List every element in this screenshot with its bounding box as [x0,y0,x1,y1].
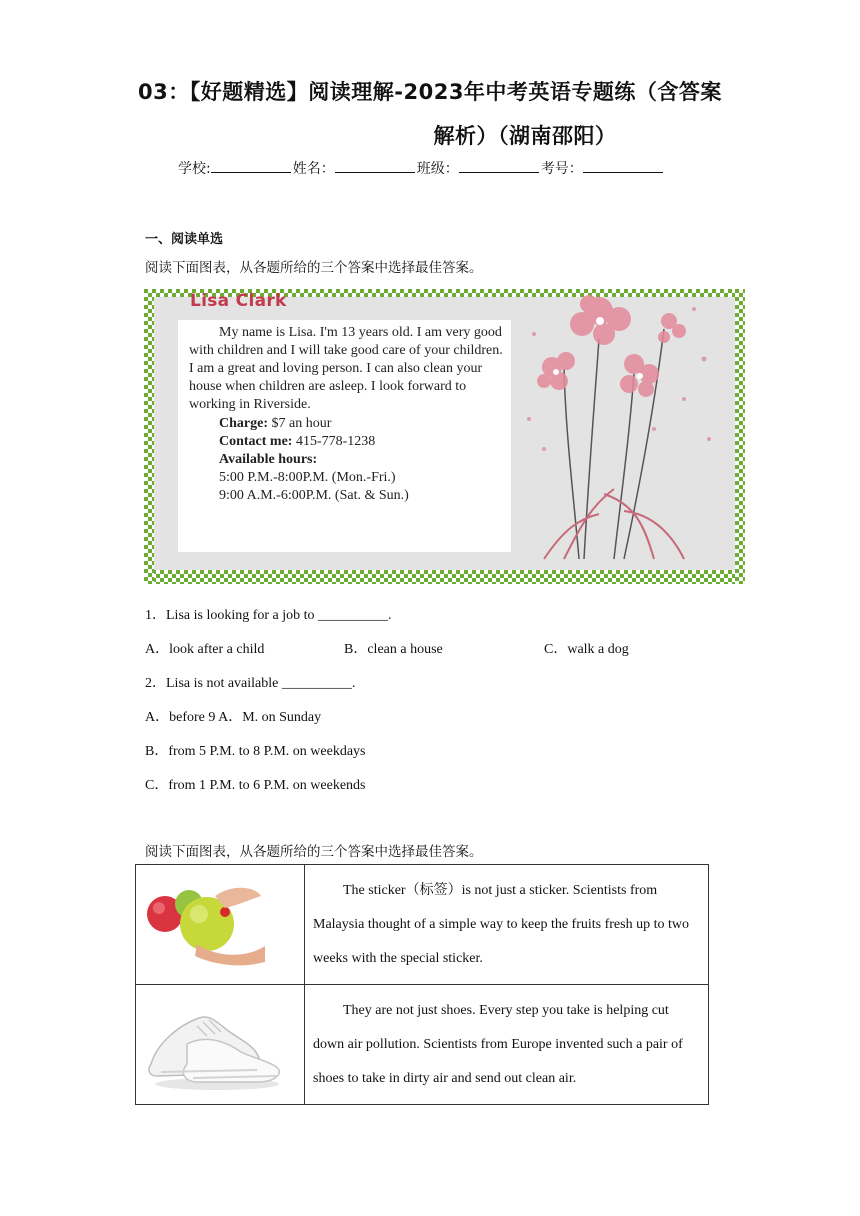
fruit-sticker-icon [137,866,303,978]
q2-option-c[interactable]: C．from 1 P.M. to 6 P.M. on weekends [145,778,366,793]
info-label-examno: 考号： [540,161,583,177]
instruction-2: 阅读下面图表，从各题所给的三个答案中选择最佳答案。 [145,844,483,860]
hours-label: Available hours: [219,452,318,467]
info-label-school: 学校: [178,161,211,177]
contact-value: 415-778-1238 [295,434,376,449]
checker-border-left [144,289,154,584]
ad-hours-label [219,452,317,468]
ad-hours-weekday: 5:00 P.M.-8:00P.M. (Mon.-Fri.) [219,470,396,485]
q1-option-b[interactable]: B．clean a house [344,642,443,657]
ad-body-paragraph: My name is Lisa. I'm 13 years old. I am very good with children and I will take good care of your children. I am a great and loving person. I can also clean your house when children are asleep. I look forward to working in Riverside. [189,325,503,412]
charge-label: Charge: [219,416,268,431]
q1-option-a[interactable]: A．look after a child [145,642,265,657]
school-blank[interactable] [211,160,291,173]
table-text-cell [305,985,709,1105]
question-1-stem: 1．Lisa is looking for a job to __________. [145,608,392,623]
charge-value: $7 an hour [271,416,332,431]
ad-name: Lisa Clark [190,291,287,311]
sticker-description: The sticker（标签）is not just a sticker. Scientists from Malaysia thought of a simple way to keep the fruits fresh up to two weeks with the special sticker. [313,882,689,966]
checker-border-right [735,289,745,584]
instruction: 阅读下面图表，从各题所给的三个答案中选择最佳答案。 [145,260,483,276]
inventions-table [135,864,709,1105]
info-label-class: 班级： [416,161,459,177]
doc-title-line1: 03：【好题精选】阅读理解-2023年中考英语专题练（含答案 [138,80,722,104]
table-image-cell [136,865,305,985]
ad-contact [219,434,375,450]
ad-charge [219,416,331,432]
q2-option-a[interactable]: A．before 9 A．M. on Sunday [145,710,322,725]
flower-illustration [504,289,736,570]
table-row [136,865,709,985]
question-2-stem: 2．Lisa is not available __________. [145,676,356,691]
white-shoes-icon [137,986,303,1098]
examno-blank[interactable] [583,160,663,173]
section-heading: 一、阅读单选 [145,232,224,247]
student-info-line [178,158,665,178]
table-row [136,985,709,1105]
class-blank[interactable] [459,160,539,173]
table-text-cell [305,865,709,985]
q2-option-b[interactable]: B．from 5 P.M. to 8 P.M. on weekdays [145,744,366,759]
babysitter-ad-image [144,289,745,584]
q1-option-c[interactable]: C．walk a dog [544,642,629,657]
ad-hours-weekend: 9:00 A.M.-6:00P.M. (Sat. & Sun.) [219,488,409,503]
doc-title-line2: 解析）（湖南邵阳） [433,124,617,148]
checker-border-bottom [144,570,745,584]
ad-body-text [189,324,509,414]
contact-label: Contact me: [219,434,293,449]
shoes-description: They are not just shoes. Every step you take is helping cut down air pollution. Scientists from Europe invented such a pair of shoes to take in dirty air and send out clean air. [313,1002,683,1086]
info-label-name: 姓名： [292,161,335,177]
table-image-cell [136,985,305,1105]
name-blank[interactable] [335,160,415,173]
